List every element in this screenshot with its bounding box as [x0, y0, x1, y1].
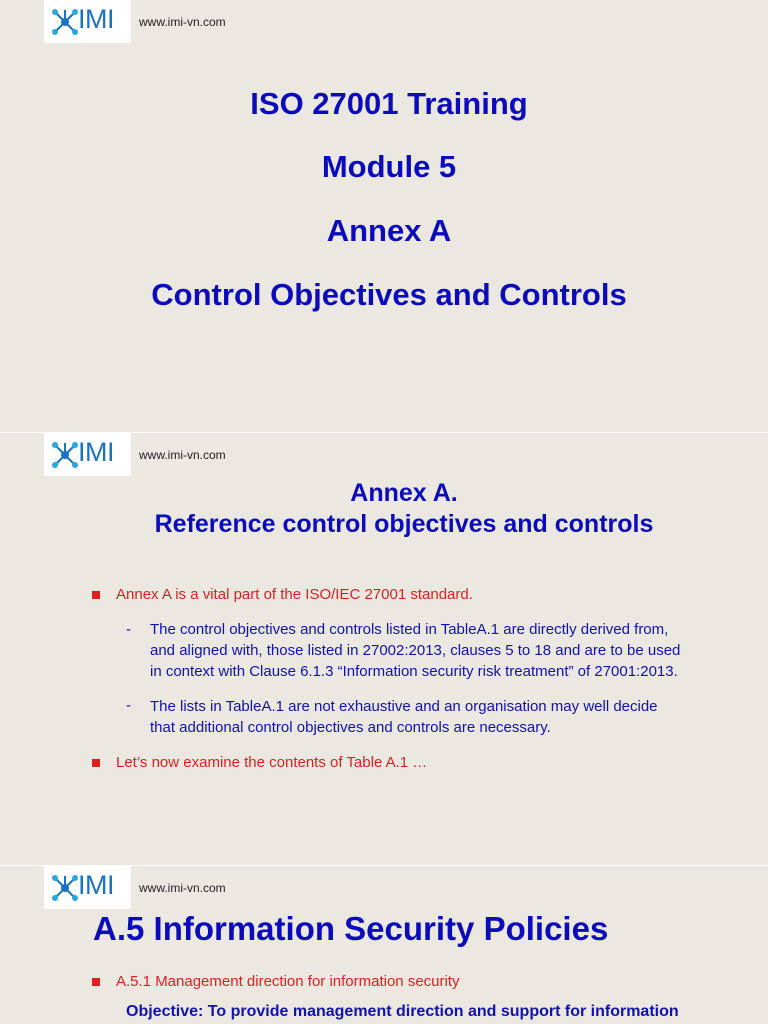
slide3-title: A.5 Information Security Policies	[93, 910, 609, 947]
molecule-icon	[50, 6, 80, 38]
slide2-title-line-2: Reference control objectives and controls	[154, 510, 654, 538]
website-url: www.imi-vn.com	[139, 448, 226, 462]
bullet-marker	[92, 591, 100, 599]
slide2-sub1-line-2: and aligned with, those listed in 27002:2013, clauses 5 to 18 and are to be used	[150, 642, 681, 659]
dash-marker: -	[126, 697, 131, 714]
imi-logo	[44, 866, 131, 909]
website-url: www.imi-vn.com	[139, 15, 226, 29]
slide-3	[0, 866, 768, 1024]
logo-text: IMI	[78, 870, 114, 900]
slide1-title-line-1: ISO 27001 Training	[250, 86, 528, 121]
slide2-title-line-1: Annex A.	[350, 479, 458, 507]
bullet-marker	[92, 978, 100, 986]
molecule-icon	[50, 872, 80, 904]
slide2-sub2-line-1: The lists in TableA.1 are not exhaustive and an organisation may well decide	[150, 698, 658, 715]
slide3-objective: Objective: To provide management direction and support for information	[126, 1003, 679, 1020]
website-url: www.imi-vn.com	[139, 881, 226, 895]
slide1-title-line-3: Annex A	[326, 213, 452, 248]
logo-text: IMI	[78, 4, 114, 34]
slide-1	[0, 0, 768, 432]
imi-logo	[44, 433, 131, 476]
slide2-bullet-2: Let’s now examine the contents of Table A.1 …	[116, 754, 428, 771]
slide1-title-line-4: Control Objectives and Controls	[151, 277, 627, 312]
imi-logo	[44, 0, 131, 43]
slide2-sub1-line-1: The control objectives and controls listed in TableA.1 are directly derived from,	[150, 621, 669, 638]
logo-text: IMI	[78, 437, 114, 467]
slide-2	[0, 433, 768, 865]
bullet-marker	[92, 759, 100, 767]
slide2-sub1-line-3: in context with Clause 6.1.3 “Information security risk treatment” of 27001:2013.	[150, 663, 678, 680]
slide2-bullet-1: Annex A is a vital part of the ISO/IEC 27001 standard.	[116, 586, 473, 603]
molecule-icon	[50, 439, 80, 471]
slide3-bullet-1: A.5.1 Management direction for information security	[116, 973, 460, 990]
slide2-sub2-line-2: that additional control objectives and controls are necessary.	[150, 719, 551, 736]
dash-marker: -	[126, 621, 131, 638]
slide1-title-line-2: Module 5	[321, 149, 457, 184]
